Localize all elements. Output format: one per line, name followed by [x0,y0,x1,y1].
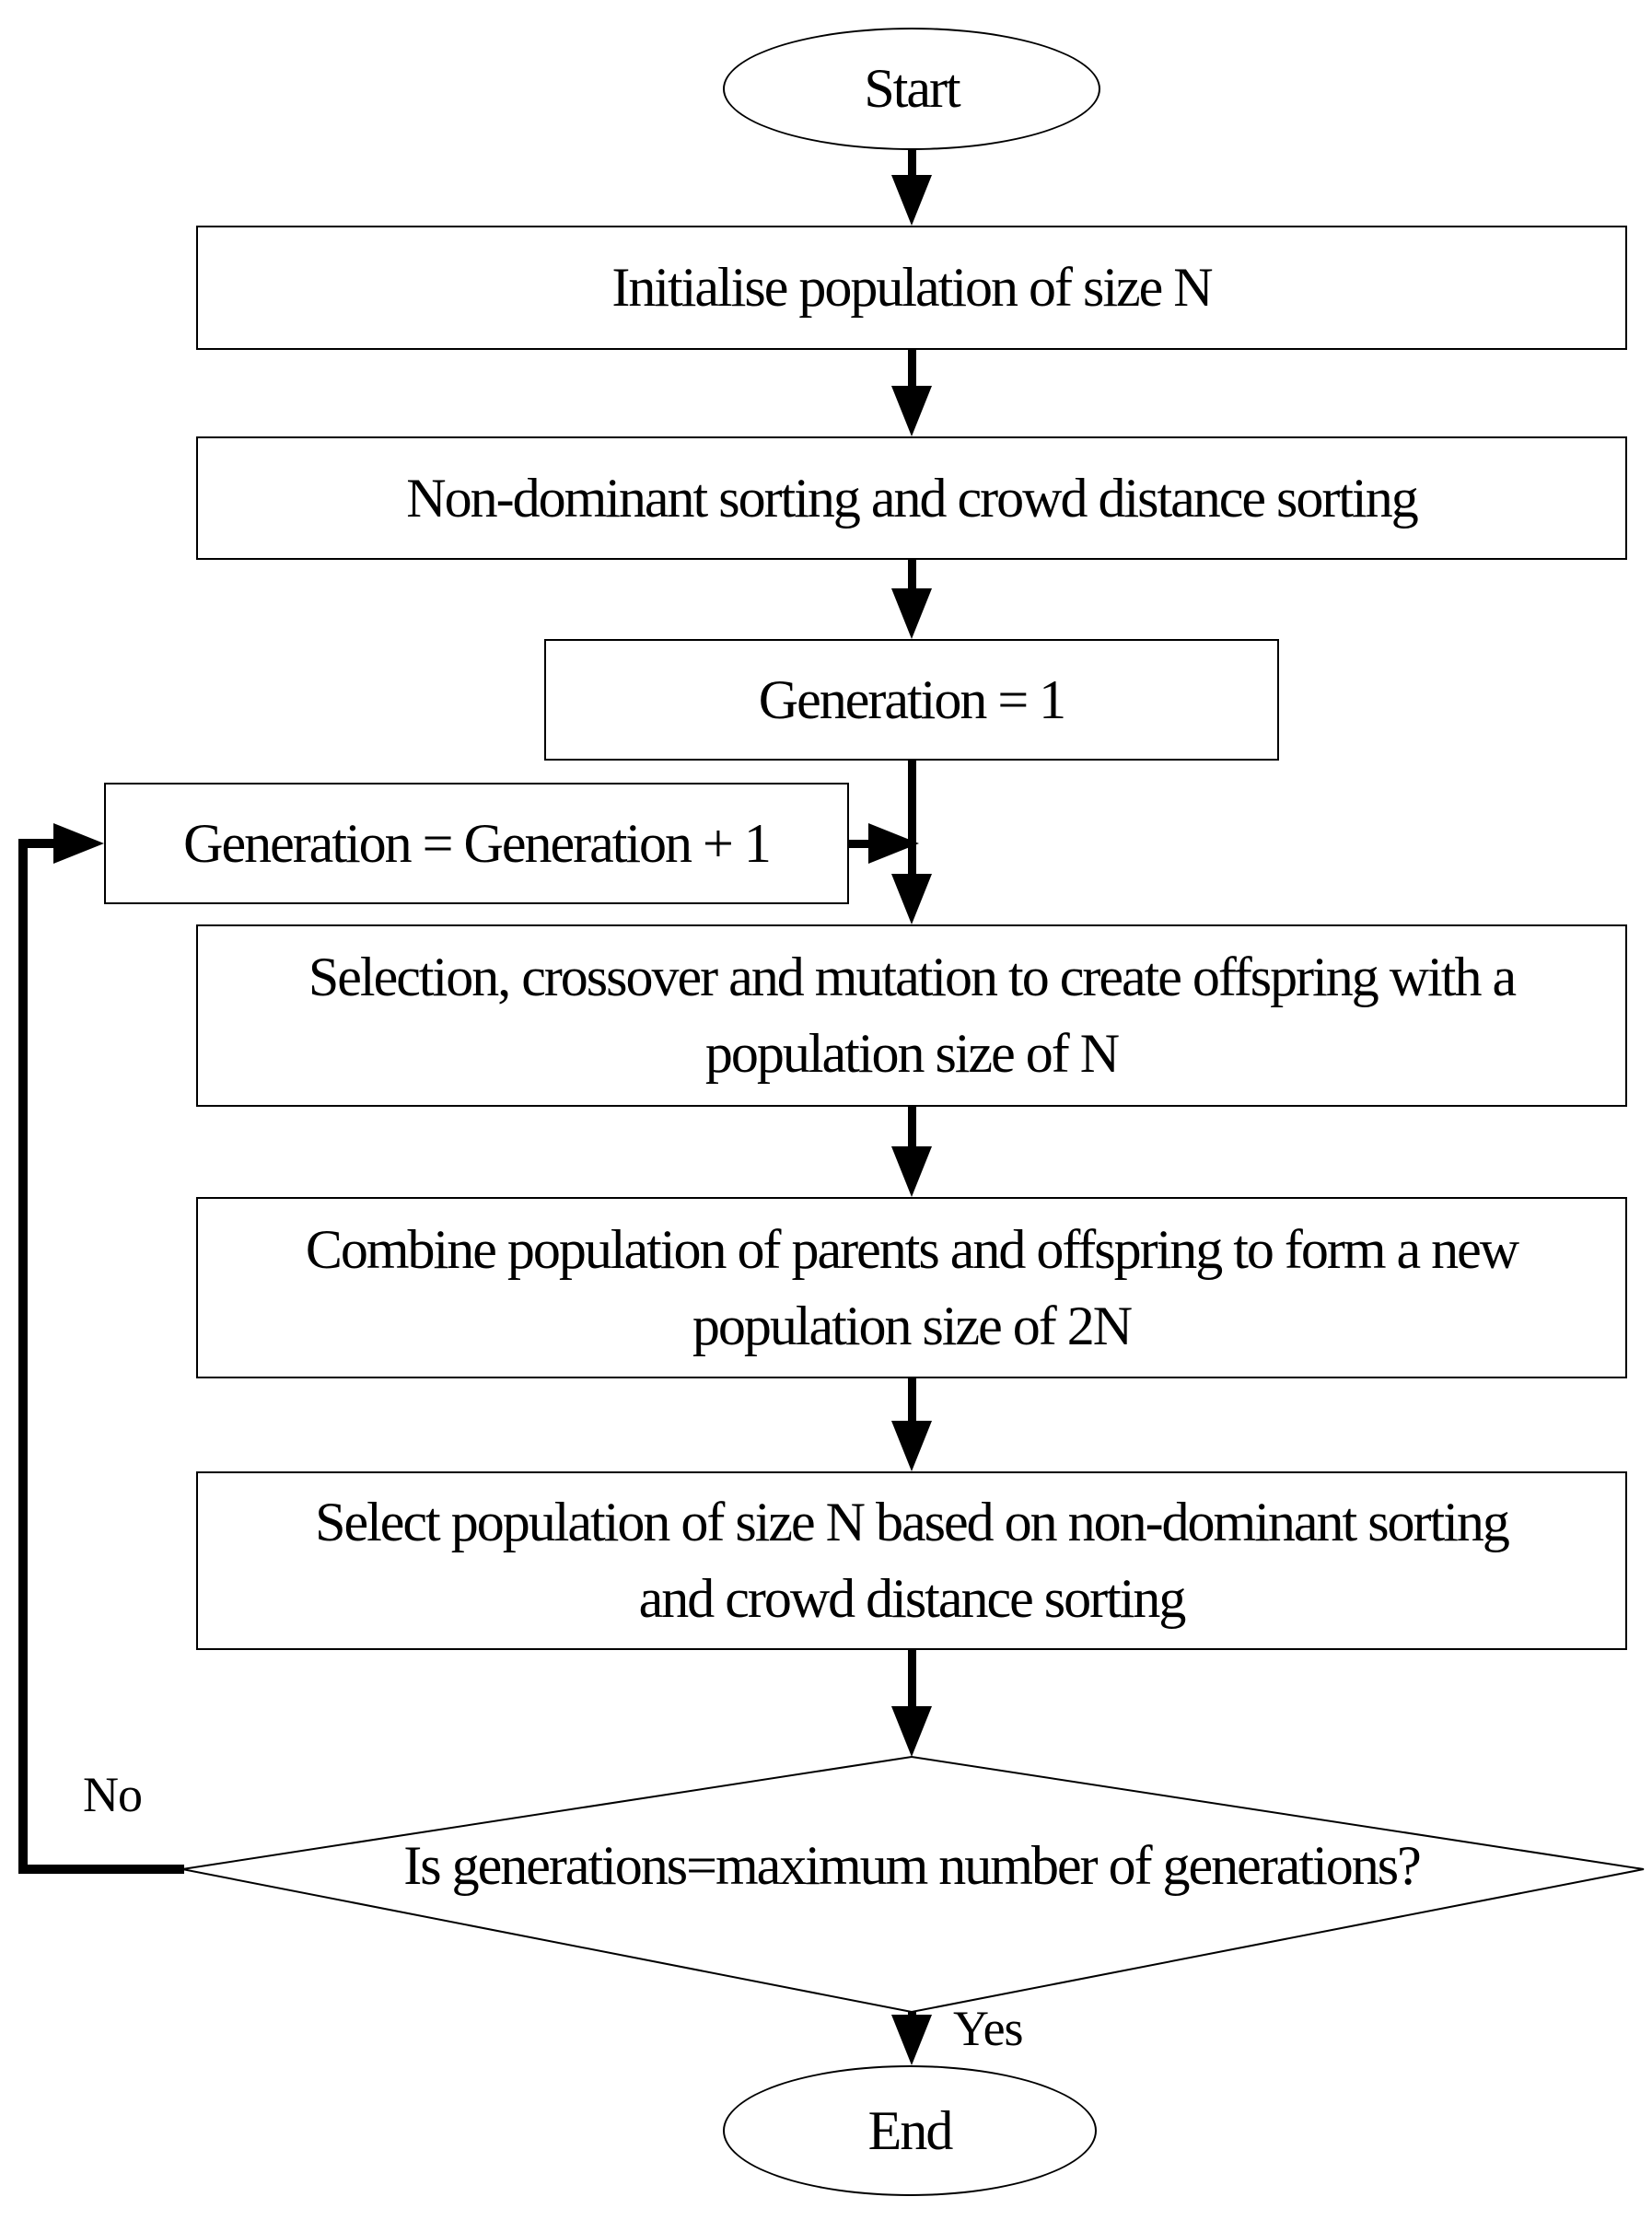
end-terminator [723,2065,1097,2196]
no-loop-vertical-bar [18,839,28,1874]
selection-label-line2: population size of N [704,1023,1119,1084]
arrowhead-generation1-to-selection [891,874,932,924]
end-label: End [867,2099,952,2161]
process-selection-crossover-mutation [196,924,1627,1107]
select-n-label-line2: and crowd distance sorting [638,1568,1185,1629]
arrowhead-start-to-initialise [891,175,932,226]
combine-label-line2: population size of 2N [692,1295,1132,1356]
selection-label-line1: Selection, crossover and mutation to create offspring with a [308,947,1516,1008]
process-initialise-population [196,226,1627,350]
arrowhead-nondominant-to-generation1 [891,588,932,639]
arrowhead-selection-to-combine [891,1146,932,1197]
arrowhead-increment-to-mainline [868,823,919,864]
generation-increment-label: Generation = Generation + 1 [183,812,770,874]
generation-1-label: Generation = 1 [758,668,1065,730]
select-n-label-line1: Select population of size N based on non-dominant sorting [315,1492,1508,1553]
process-generation-equals-1 [544,639,1279,761]
combine-label-line1: Combine population of parents and offspring to form a new [305,1218,1518,1280]
edge-label-no: No [83,1767,142,1822]
initialise-label: Initialise population of size N [611,257,1212,319]
arrowhead-decision-to-end [891,2015,932,2065]
process-combine-populations [196,1197,1627,1378]
start-label: Start [864,58,960,120]
decision-label: Is generations=maximum number of generations? [403,1835,1420,1896]
arrow-combine-to-select [908,1378,916,1426]
process-select-population-n [196,1471,1627,1650]
non-dominant-label: Non-dominant sorting and crowd distance sorting [406,467,1417,529]
no-loop-bottom-bar [18,1865,184,1874]
process-non-dominant-sorting [196,436,1627,560]
process-generation-increment [104,783,849,904]
arrowhead-initialise-to-nondominant [891,386,932,436]
arrowhead-no-loop-to-increment [53,823,104,864]
start-terminator [723,28,1100,150]
arrowhead-combine-to-select [891,1421,932,1471]
edge-label-yes: Yes [953,2001,1023,2056]
arrow-select-to-decision [908,1650,916,1711]
